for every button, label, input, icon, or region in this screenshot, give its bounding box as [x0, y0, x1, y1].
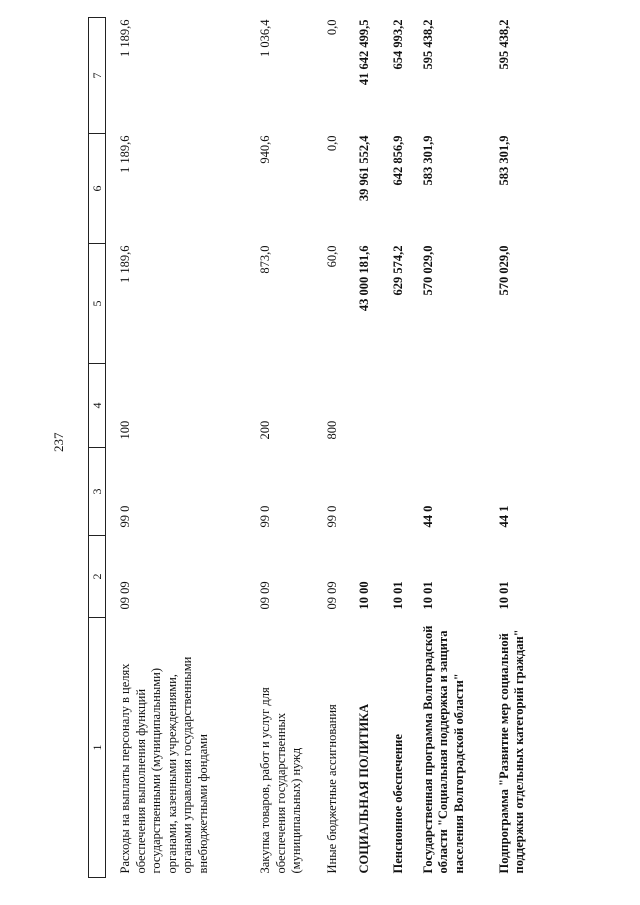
- row-kind: [377, 364, 409, 448]
- table-row: [343, 18, 377, 878]
- rotated-table-wrapper: [88, 18, 608, 878]
- row-section: 10 00: [356, 581, 371, 610]
- row-name: Пенсионное обеспечение: [390, 734, 405, 874]
- header-col-3: 3: [89, 448, 106, 536]
- row-target: 44 1: [496, 505, 511, 528]
- table-row: [409, 18, 483, 878]
- row-value-5: 60,0: [324, 245, 339, 268]
- row-section: 09 09: [258, 581, 272, 610]
- row-value-5: 873,0: [258, 245, 272, 274]
- header-col-5: 5: [89, 244, 106, 364]
- row-name: Закупка товаров, работ и услуг для обеспечения государственных (муниципальных) нужд: [258, 687, 303, 874]
- row-name: СОЦИАЛЬНАЯ ПОЛИТИКА: [356, 703, 371, 874]
- row-target: 99 0: [324, 505, 339, 528]
- row-value-5: 1 189,6: [118, 245, 132, 283]
- row-section: 10 01: [390, 581, 405, 610]
- row-value-7: 1 036,4: [258, 19, 272, 57]
- header-col-6: 6: [89, 134, 106, 244]
- row-target: 44 0: [420, 505, 435, 528]
- row-value-7: 1 189,6: [118, 19, 132, 57]
- row-section: 10 01: [496, 581, 511, 610]
- row-target: [343, 448, 377, 536]
- row-kind: 100: [118, 420, 132, 440]
- row-value-7: 595 438,2: [420, 19, 435, 70]
- row-target: 99 0: [258, 505, 272, 528]
- row-name: Иные бюджетные ассигнования: [324, 704, 339, 874]
- table-row: [305, 18, 343, 878]
- row-value-6: 642 856,9: [390, 135, 405, 186]
- row-value-6: 1 189,6: [118, 135, 132, 173]
- row-name: Государственная программа Волгоградской области "Социальная поддержка и защита населения Волгоградской области": [420, 625, 466, 874]
- header-row: [89, 18, 106, 878]
- table-row: [106, 18, 241, 878]
- header-col-7: 7: [89, 18, 106, 134]
- row-value-5: 570 029,0: [496, 245, 511, 296]
- row-kind: 200: [258, 420, 272, 440]
- row-name: Расходы на выплаты персоналу в целях обеспечения выполнения функций государственными (муниципальными) органами, казенными учреждениями, органами управления государственными внебюджетными фондами: [118, 656, 210, 874]
- row-target: 99 0: [118, 505, 132, 528]
- row-value-6: 583 301,9: [420, 135, 435, 186]
- header-col-1: 1: [89, 618, 106, 878]
- row-value-5: 43 000 181,6: [356, 245, 371, 312]
- row-section: 10 01: [420, 581, 435, 610]
- row-value-6: 940,6: [258, 135, 272, 164]
- header-col-4: 4: [89, 364, 106, 448]
- row-value-7: 595 438,2: [496, 19, 511, 70]
- row-value-7: 654 993,2: [390, 19, 405, 70]
- row-name: Подпрограмма "Развитие мер социальной поддержки отдельных категорий граждан": [496, 629, 526, 874]
- row-kind: [343, 364, 377, 448]
- page-number: 237: [51, 432, 66, 452]
- row-value-7: 0,0: [324, 19, 339, 36]
- row-value-6: 583 301,9: [496, 135, 511, 186]
- table-row: [483, 18, 545, 878]
- row-kind: 800: [324, 420, 339, 440]
- row-value-6: 39 961 552,4: [356, 135, 371, 202]
- table-row: [240, 18, 305, 878]
- row-value-7: 41 642 499,5: [356, 19, 371, 86]
- row-kind: [483, 364, 545, 448]
- header-col-2: 2: [89, 536, 106, 618]
- row-section: 09 09: [324, 581, 339, 610]
- budget-table: [88, 17, 545, 878]
- row-kind: [409, 364, 483, 448]
- row-section: 09 09: [118, 581, 132, 610]
- row-value-5: 629 574,2: [390, 245, 405, 296]
- row-value-6: 0,0: [324, 135, 339, 152]
- row-value-5: 570 029,0: [420, 245, 435, 296]
- table-row: [377, 18, 409, 878]
- row-target: [377, 448, 409, 536]
